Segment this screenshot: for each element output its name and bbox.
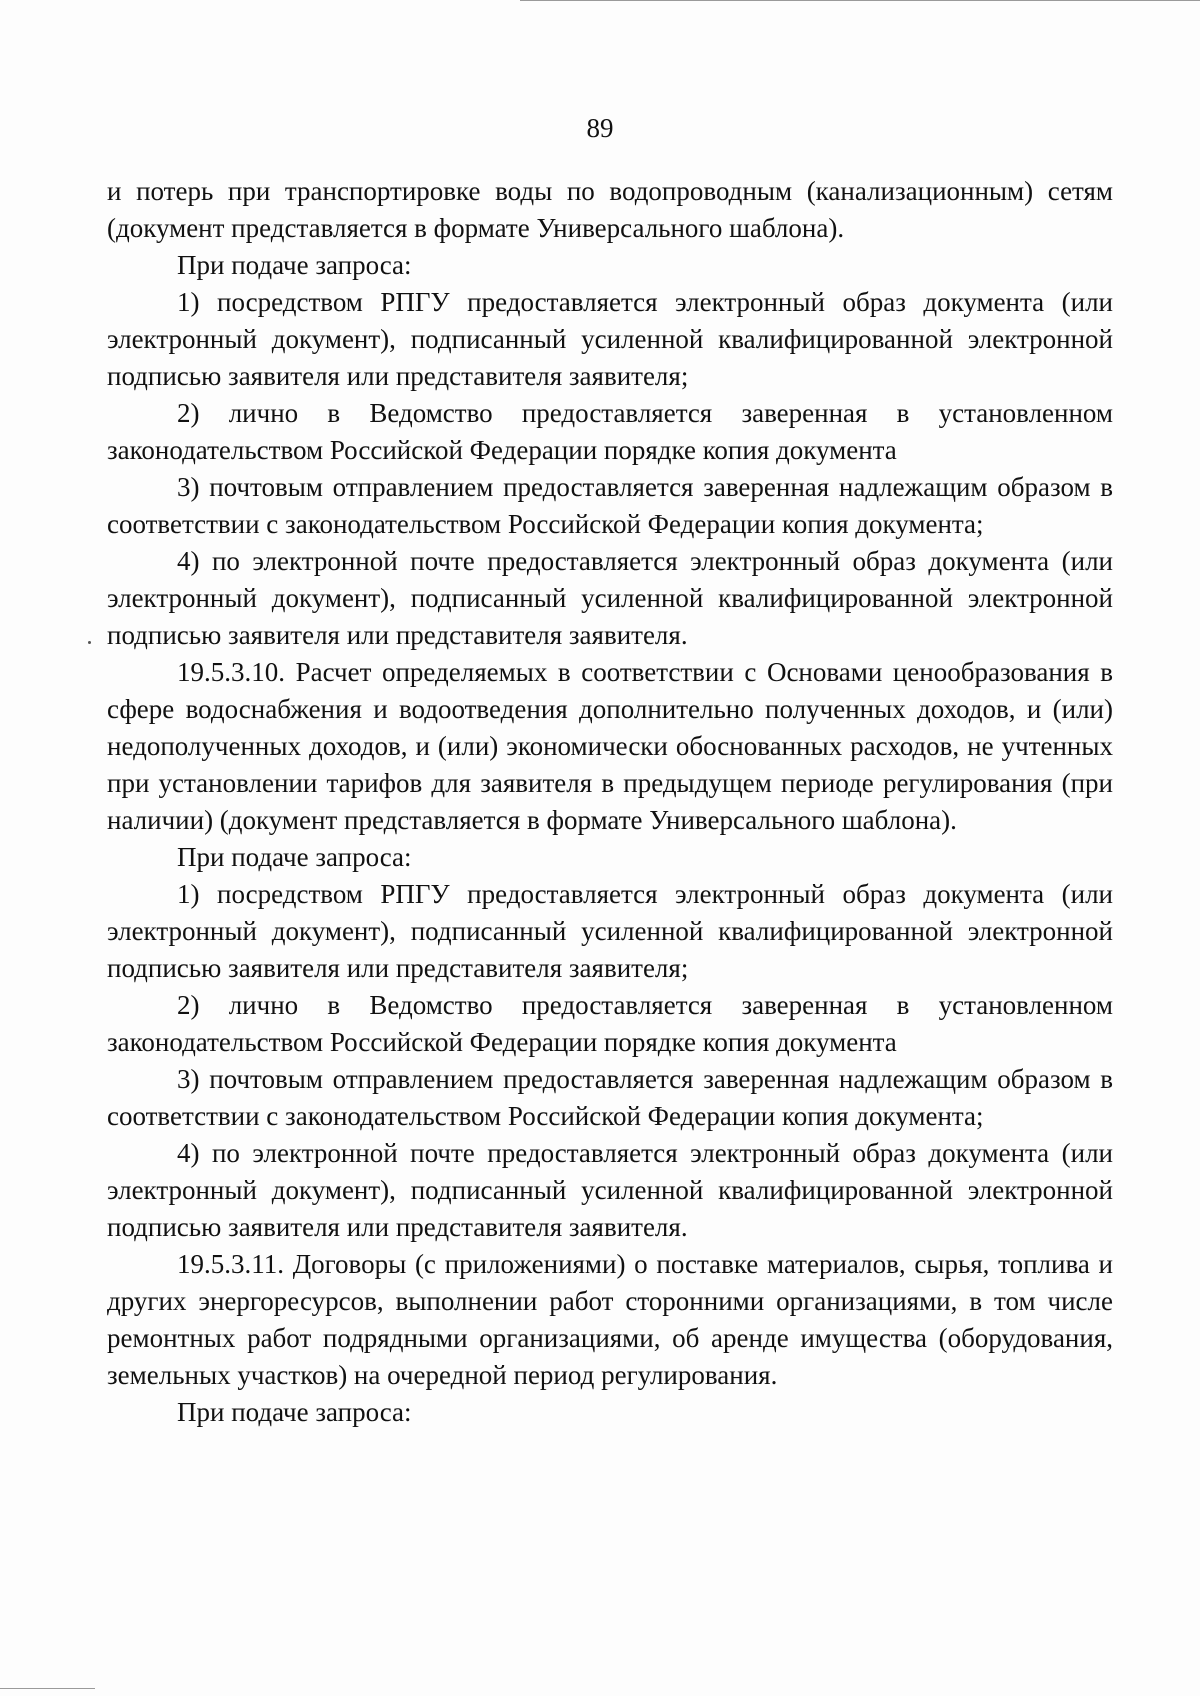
paragraph-item-2: 2) лично в Ведомство предоставляется заверенная в установленном законодательством Российской Федерации порядке копия документа: [107, 990, 1113, 1057]
paragraph-request-heading: При подаче запроса:: [177, 842, 412, 872]
scan-edge-line-bottom: [0, 1688, 95, 1689]
page-number: 89: [586, 113, 614, 143]
paragraph-request-heading: При подаче запроса:: [177, 1397, 412, 1427]
scan-edge-line-top: [520, 0, 1200, 1]
paragraph-section-19-5-3-10: 19.5.3.10. Расчет определяемых в соответствии с Основами ценообразования в сфере водоснабжения и водоотведения дополнительно полученных доходов, и (или) недополученных доходов, и (или) экономически обоснованных расходов, не учтенных при установлении тарифов для заявителя в предыдущем периоде регулирования (при наличии) (документ представляется в формате Универсального шаблона).: [107, 657, 1113, 835]
paragraph-section-19-5-3-11: 19.5.3.11. Договоры (с приложениями) о поставке материалов, сырья, топлива и других энергоресурсов, выполнении работ сторонними организациями, в том числе ремонтных работ подрядными организациями, об аренде имущества (оборудования, земельных участков) на очередной период регулирования.: [107, 1249, 1113, 1390]
paragraph-request-heading: При подаче запроса:: [177, 250, 412, 280]
paragraph-item-4: 4) по электронной почте предоставляется электронный образ документа (или электронный документ), подписанный усиленной квалифицированной электронной подписью заявителя или представителя заявителя.: [107, 546, 1113, 650]
scan-speck: [88, 641, 91, 644]
paragraph-continuation: и потерь при транспортировке воды по водопроводным (канализационным) сетям (документ представляется в формате Универсального шаблона).: [107, 176, 1113, 243]
document-body: [107, 173, 1113, 1431]
paragraph-item-3: 3) почтовым отправлением предоставляется заверенная надлежащим образом в соответствии с законодательством Российской Федерации копия документа;: [107, 472, 1113, 539]
paragraph-item-4: 4) по электронной почте предоставляется электронный образ документа (или электронный документ), подписанный усиленной квалифицированной электронной подписью заявителя или представителя заявителя.: [107, 1138, 1113, 1242]
paragraph-item-2: 2) лично в Ведомство предоставляется заверенная в установленном законодательством Российской Федерации порядке копия документа: [107, 398, 1113, 465]
paragraph-item-1: 1) посредством РПГУ предоставляется электронный образ документа (или электронный документ), подписанный усиленной квалифицированной электронной подписью заявителя или представителя заявителя;: [107, 879, 1113, 983]
paragraph-item-1: 1) посредством РПГУ предоставляется электронный образ документа (или электронный документ), подписанный усиленной квалифицированной электронной подписью заявителя или представителя заявителя;: [107, 287, 1113, 391]
paragraph-item-3: 3) почтовым отправлением предоставляется заверенная надлежащим образом в соответствии с законодательством Российской Федерации копия документа;: [107, 1064, 1113, 1131]
